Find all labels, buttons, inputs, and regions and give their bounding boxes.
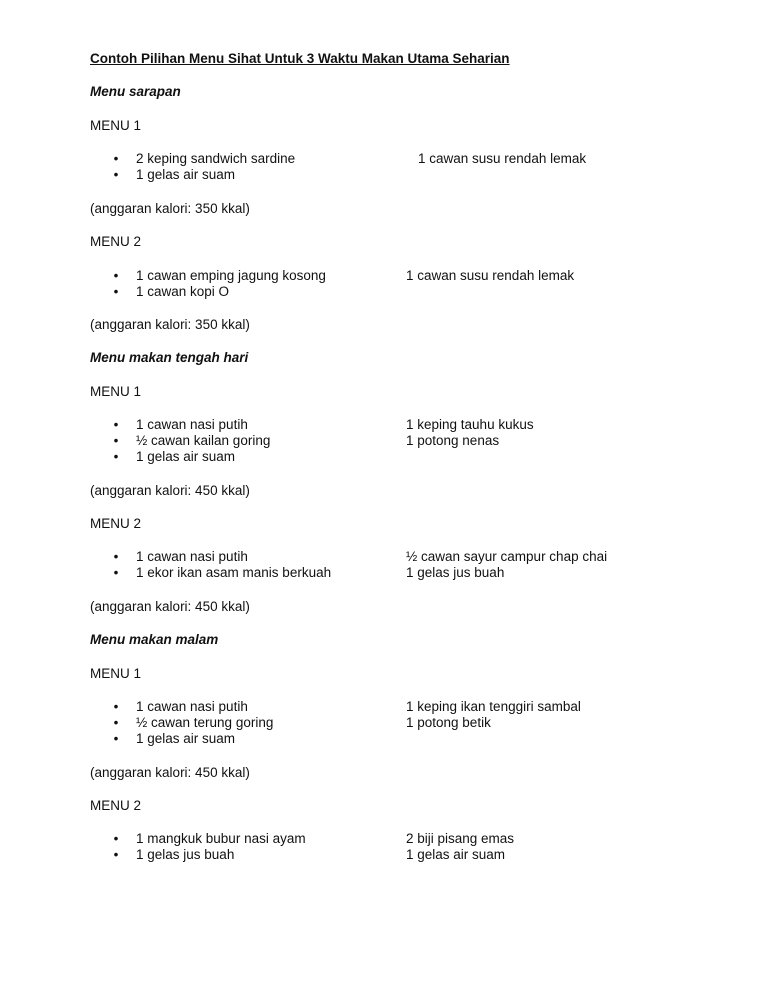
calorie-note: (anggaran kalori: 350 kkal) <box>90 317 250 332</box>
food-item-secondary: 1 cawan susu rendah lemak <box>418 151 587 166</box>
list-item <box>0 167 768 184</box>
section-heading-tengah-hari: Menu makan tengah hari <box>90 350 249 365</box>
list-item <box>0 699 768 716</box>
document-title: Contoh Pilihan Menu Sihat Untuk 3 Waktu Makan Utama Seharian <box>90 51 510 66</box>
food-item: 1 gelas air suam <box>136 167 236 182</box>
list-item <box>0 847 768 864</box>
bullet-icon: • <box>113 151 119 166</box>
food-item-secondary: 1 gelas jus buah <box>406 565 505 580</box>
food-item: 1 cawan nasi putih <box>136 699 248 714</box>
bullet-icon: • <box>113 549 119 564</box>
food-item-secondary: 2 biji pisang emas <box>406 831 515 846</box>
list-item <box>0 715 768 732</box>
list-item <box>0 449 768 466</box>
list-item <box>0 831 768 848</box>
bullet-icon: • <box>113 731 119 746</box>
food-item: 1 cawan nasi putih <box>136 549 248 564</box>
bullet-icon: • <box>113 449 119 464</box>
calorie-note: (anggaran kalori: 450 kkal) <box>90 765 250 780</box>
food-item: 1 gelas jus buah <box>136 847 235 862</box>
menu-label: MENU 1 <box>90 384 142 399</box>
food-item-secondary: 1 potong betik <box>406 715 491 730</box>
list-item <box>0 417 768 434</box>
bullet-icon: • <box>113 831 119 846</box>
bullet-icon: • <box>113 565 119 580</box>
bullet-icon: • <box>113 167 119 182</box>
bullet-icon: • <box>113 417 119 432</box>
menu-label: MENU 2 <box>90 798 142 813</box>
list-item <box>0 284 768 301</box>
list-item <box>0 565 768 582</box>
food-item: 1 mangkuk bubur nasi ayam <box>136 831 306 846</box>
list-item <box>0 151 768 168</box>
food-item-secondary: ½ cawan sayur campur chap chai <box>406 549 608 564</box>
calorie-note: (anggaran kalori: 350 kkal) <box>90 201 250 216</box>
calorie-note: (anggaran kalori: 450 kkal) <box>90 483 250 498</box>
food-item: ½ cawan terung goring <box>136 715 274 730</box>
bullet-icon: • <box>113 433 119 448</box>
bullet-icon: • <box>113 699 119 714</box>
food-item: 1 cawan kopi O <box>136 284 230 299</box>
menu-label: MENU 1 <box>90 118 142 133</box>
bullet-icon: • <box>113 268 119 283</box>
list-item <box>0 549 768 566</box>
food-item: 2 keping sandwich sardine <box>136 151 296 166</box>
food-item-secondary: 1 keping ikan tenggiri sambal <box>406 699 581 714</box>
bullet-icon: • <box>113 715 119 730</box>
food-item: 1 gelas air suam <box>136 449 236 464</box>
menu-label: MENU 2 <box>90 234 142 249</box>
bullet-icon: • <box>113 284 119 299</box>
bullet-icon: • <box>113 847 119 862</box>
list-item <box>0 731 768 748</box>
food-item-secondary: 1 cawan susu rendah lemak <box>406 268 575 283</box>
food-item: 1 cawan nasi putih <box>136 417 248 432</box>
food-item: 1 cawan emping jagung kosong <box>136 268 326 283</box>
list-item <box>0 433 768 450</box>
section-heading-sarapan: Menu sarapan <box>90 84 181 99</box>
food-item: 1 gelas air suam <box>136 731 236 746</box>
food-item-secondary: 1 potong nenas <box>406 433 500 448</box>
menu-label: MENU 2 <box>90 516 142 531</box>
menu-label: MENU 1 <box>90 666 142 681</box>
section-heading-malam: Menu makan malam <box>90 632 219 647</box>
list-item <box>0 268 768 285</box>
food-item: ½ cawan kailan goring <box>136 433 271 448</box>
food-item: 1 ekor ikan asam manis berkuah <box>136 565 332 580</box>
food-item-secondary: 1 keping tauhu kukus <box>406 417 534 432</box>
calorie-note: (anggaran kalori: 450 kkal) <box>90 599 250 614</box>
food-item-secondary: 1 gelas air suam <box>406 847 506 862</box>
